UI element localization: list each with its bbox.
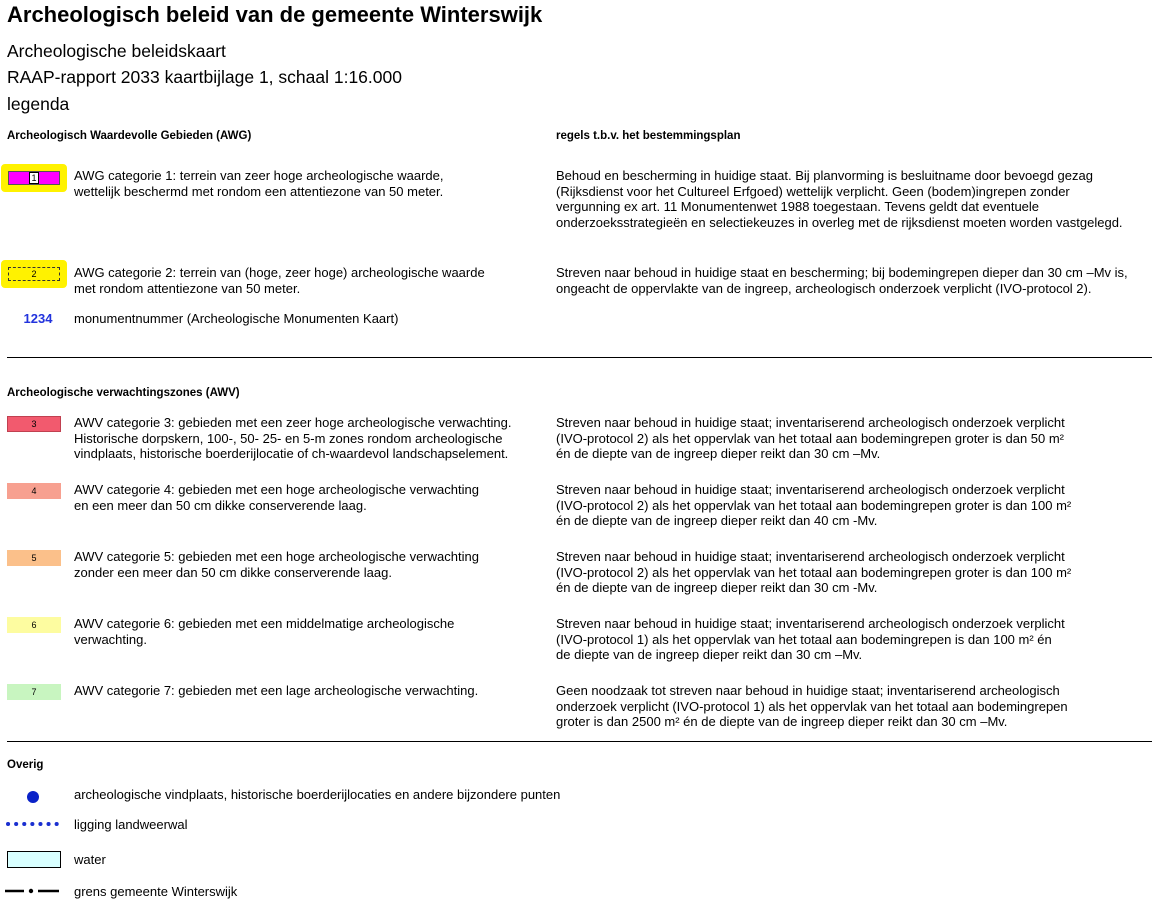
- rules-heading: regels t.b.v. het bestemmingsplan: [556, 130, 741, 142]
- monument-number-sample: 1234: [23, 311, 53, 326]
- page-title: Archeologisch beleid van de gemeente Winterswijk: [7, 2, 543, 27]
- awg2-highlight: [1, 260, 67, 288]
- overig-heading: Overig: [7, 759, 44, 771]
- awv5-description: AWV categorie 5: gebieden met een hoge archeologische verwachting zonder een meer dan 50 cm dikke conserverende laag.: [74, 549, 479, 580]
- awv4-swatch: [7, 483, 61, 499]
- dotted-line-icon: [6, 820, 64, 828]
- awg2-description: AWG categorie 2: terrein van (hoge, zeer hoge) archeologische waarde met rondom attentiezone van 50 meter.: [74, 265, 485, 296]
- awg2-rule: Streven naar behoud in huidige staat en bescherming; bij bodemingrepen dieper dan 30 cm –Mv is, ongeacht de oppervlakte van de ingreep, archeologisch onderzoek verplicht (IVO-protocol 2).: [556, 265, 1128, 296]
- awv4-description: AWV categorie 4: gebieden met een hoge archeologische verwachting en een meer dan 50 cm dikke conserverende laag.: [74, 482, 479, 513]
- map-subtitle: Archeologische beleidskaart: [7, 41, 226, 61]
- awv3-description: AWV categorie 3: gebieden met een zeer hoge archeologische verwachting. Historische dorpskern, 100-, 50- 25- en 5-m zones rondom archeologische vindplaats, historische boerderijlocatie of ch-waardevol landschapselement.: [74, 415, 512, 461]
- monument-number-label: monumentnummer (Archeologische Monumenten Kaart): [74, 311, 399, 326]
- awv4-code: 4: [31, 486, 37, 496]
- awv3-swatch: [7, 416, 61, 432]
- awv7-swatch: [7, 684, 61, 700]
- awg1-swatch: [8, 171, 60, 185]
- section-divider-1: [7, 357, 1152, 358]
- awg2-code: 2: [31, 269, 37, 279]
- awv7-rule: Geen noodzaak tot streven naar behoud in huidige staat; inventariserend archeologisch onderzoek verplicht (IVO-protocol 1) als het oppervlak van het totaal aan bodemingrepen groter is dan 2500 m² én de diepte van de ingreep dieper reikt dan 30 cm –Mv.: [556, 683, 1068, 729]
- awv3-rule: Streven naar behoud in huidige staat; inventariserend archeologisch onderzoek verplicht (IVO-protocol 2) als het oppervlak van het totaal aan bodemingrepen groter is dan 50 m² én de diepte van de ingreep dieper reikt dan 30 cm –Mv.: [556, 415, 1065, 461]
- awv5-rule: Streven naar behoud in huidige staat; inventariserend archeologisch onderzoek verplicht (IVO-protocol 2) als het oppervlak van het totaal aan bodemingrepen groter is dan 100 m² én de diepte van de ingreep dieper reikt dan 30 cm -Mv.: [556, 549, 1072, 595]
- awv6-code: 6: [31, 620, 37, 630]
- awv7-description: AWV categorie 7: gebieden met een lage archeologische verwachting.: [74, 683, 479, 698]
- municipal-boundary-label: grens gemeente Winterswijk: [74, 884, 238, 899]
- awg-heading: Archeologisch Waardevolle Gebieden (AWG): [7, 130, 252, 142]
- legend-heading: legenda: [7, 94, 70, 114]
- awv5-code: 5: [31, 553, 37, 563]
- awv7-code: 7: [31, 687, 37, 697]
- awg1-rule: Behoud en bescherming in huidige staat. Bij planvorming is besluitname door bevoegd gezag (Rijksdienst voor het Cultureel Erfgoed) wettelijk verplicht. Geen (bodem)ingrepen zonder vergunning ex art. 11 Monumentenwet 1988 toegestaan. Tevens geldt dat eventuele onderzoeksstrategieën en selectiekeuzes in overleg met de rijksdienst moeten worden vastgelegd.: [556, 168, 1123, 230]
- landweerwal-label: ligging landweerwal: [74, 817, 188, 832]
- find-spot-label: archeologische vindplaats, historische boerderijlocaties en andere bijzondere punten: [74, 787, 561, 802]
- awv4-rule: Streven naar behoud in huidige staat; inventariserend archeologisch onderzoek verplicht (IVO-protocol 2) als het oppervlak van het totaal aan bodemingrepen groter is dan 100 m² én de diepte van de ingreep dieper reikt dan 40 cm -Mv.: [556, 482, 1072, 528]
- awg2-swatch: [8, 267, 60, 281]
- awv-heading: Archeologische verwachtingszones (AWV): [7, 387, 240, 399]
- boundary-line-icon: [4, 886, 60, 896]
- awv5-swatch: [7, 550, 61, 566]
- awg1-code: 1: [31, 173, 37, 183]
- report-reference: RAAP-rapport 2033 kaartbijlage 1, schaal 1:16.000: [7, 67, 402, 87]
- awv6-description: AWV categorie 6: gebieden met een middelmatige archeologische verwachting.: [74, 616, 455, 647]
- water-box-icon: [7, 851, 61, 868]
- section-divider-2: [7, 741, 1152, 742]
- awv6-swatch: [7, 617, 61, 633]
- awg1-highlight: [1, 164, 67, 192]
- water-label: water: [74, 852, 106, 867]
- awv3-code: 3: [31, 419, 37, 429]
- awg1-description: AWG categorie 1: terrein van zeer hoge archeologische waarde, wettelijk beschermd met rondom een attentiezone van 50 meter.: [74, 168, 444, 199]
- dot-icon: [26, 790, 40, 804]
- awv6-rule: Streven naar behoud in huidige staat; inventariserend archeologisch onderzoek verplicht (IVO-protocol 1) als het oppervlak van het totaal aan bodemingrepen is dan 100 m² én de diepte van de ingreep dieper reikt dan 30 cm –Mv.: [556, 616, 1065, 662]
